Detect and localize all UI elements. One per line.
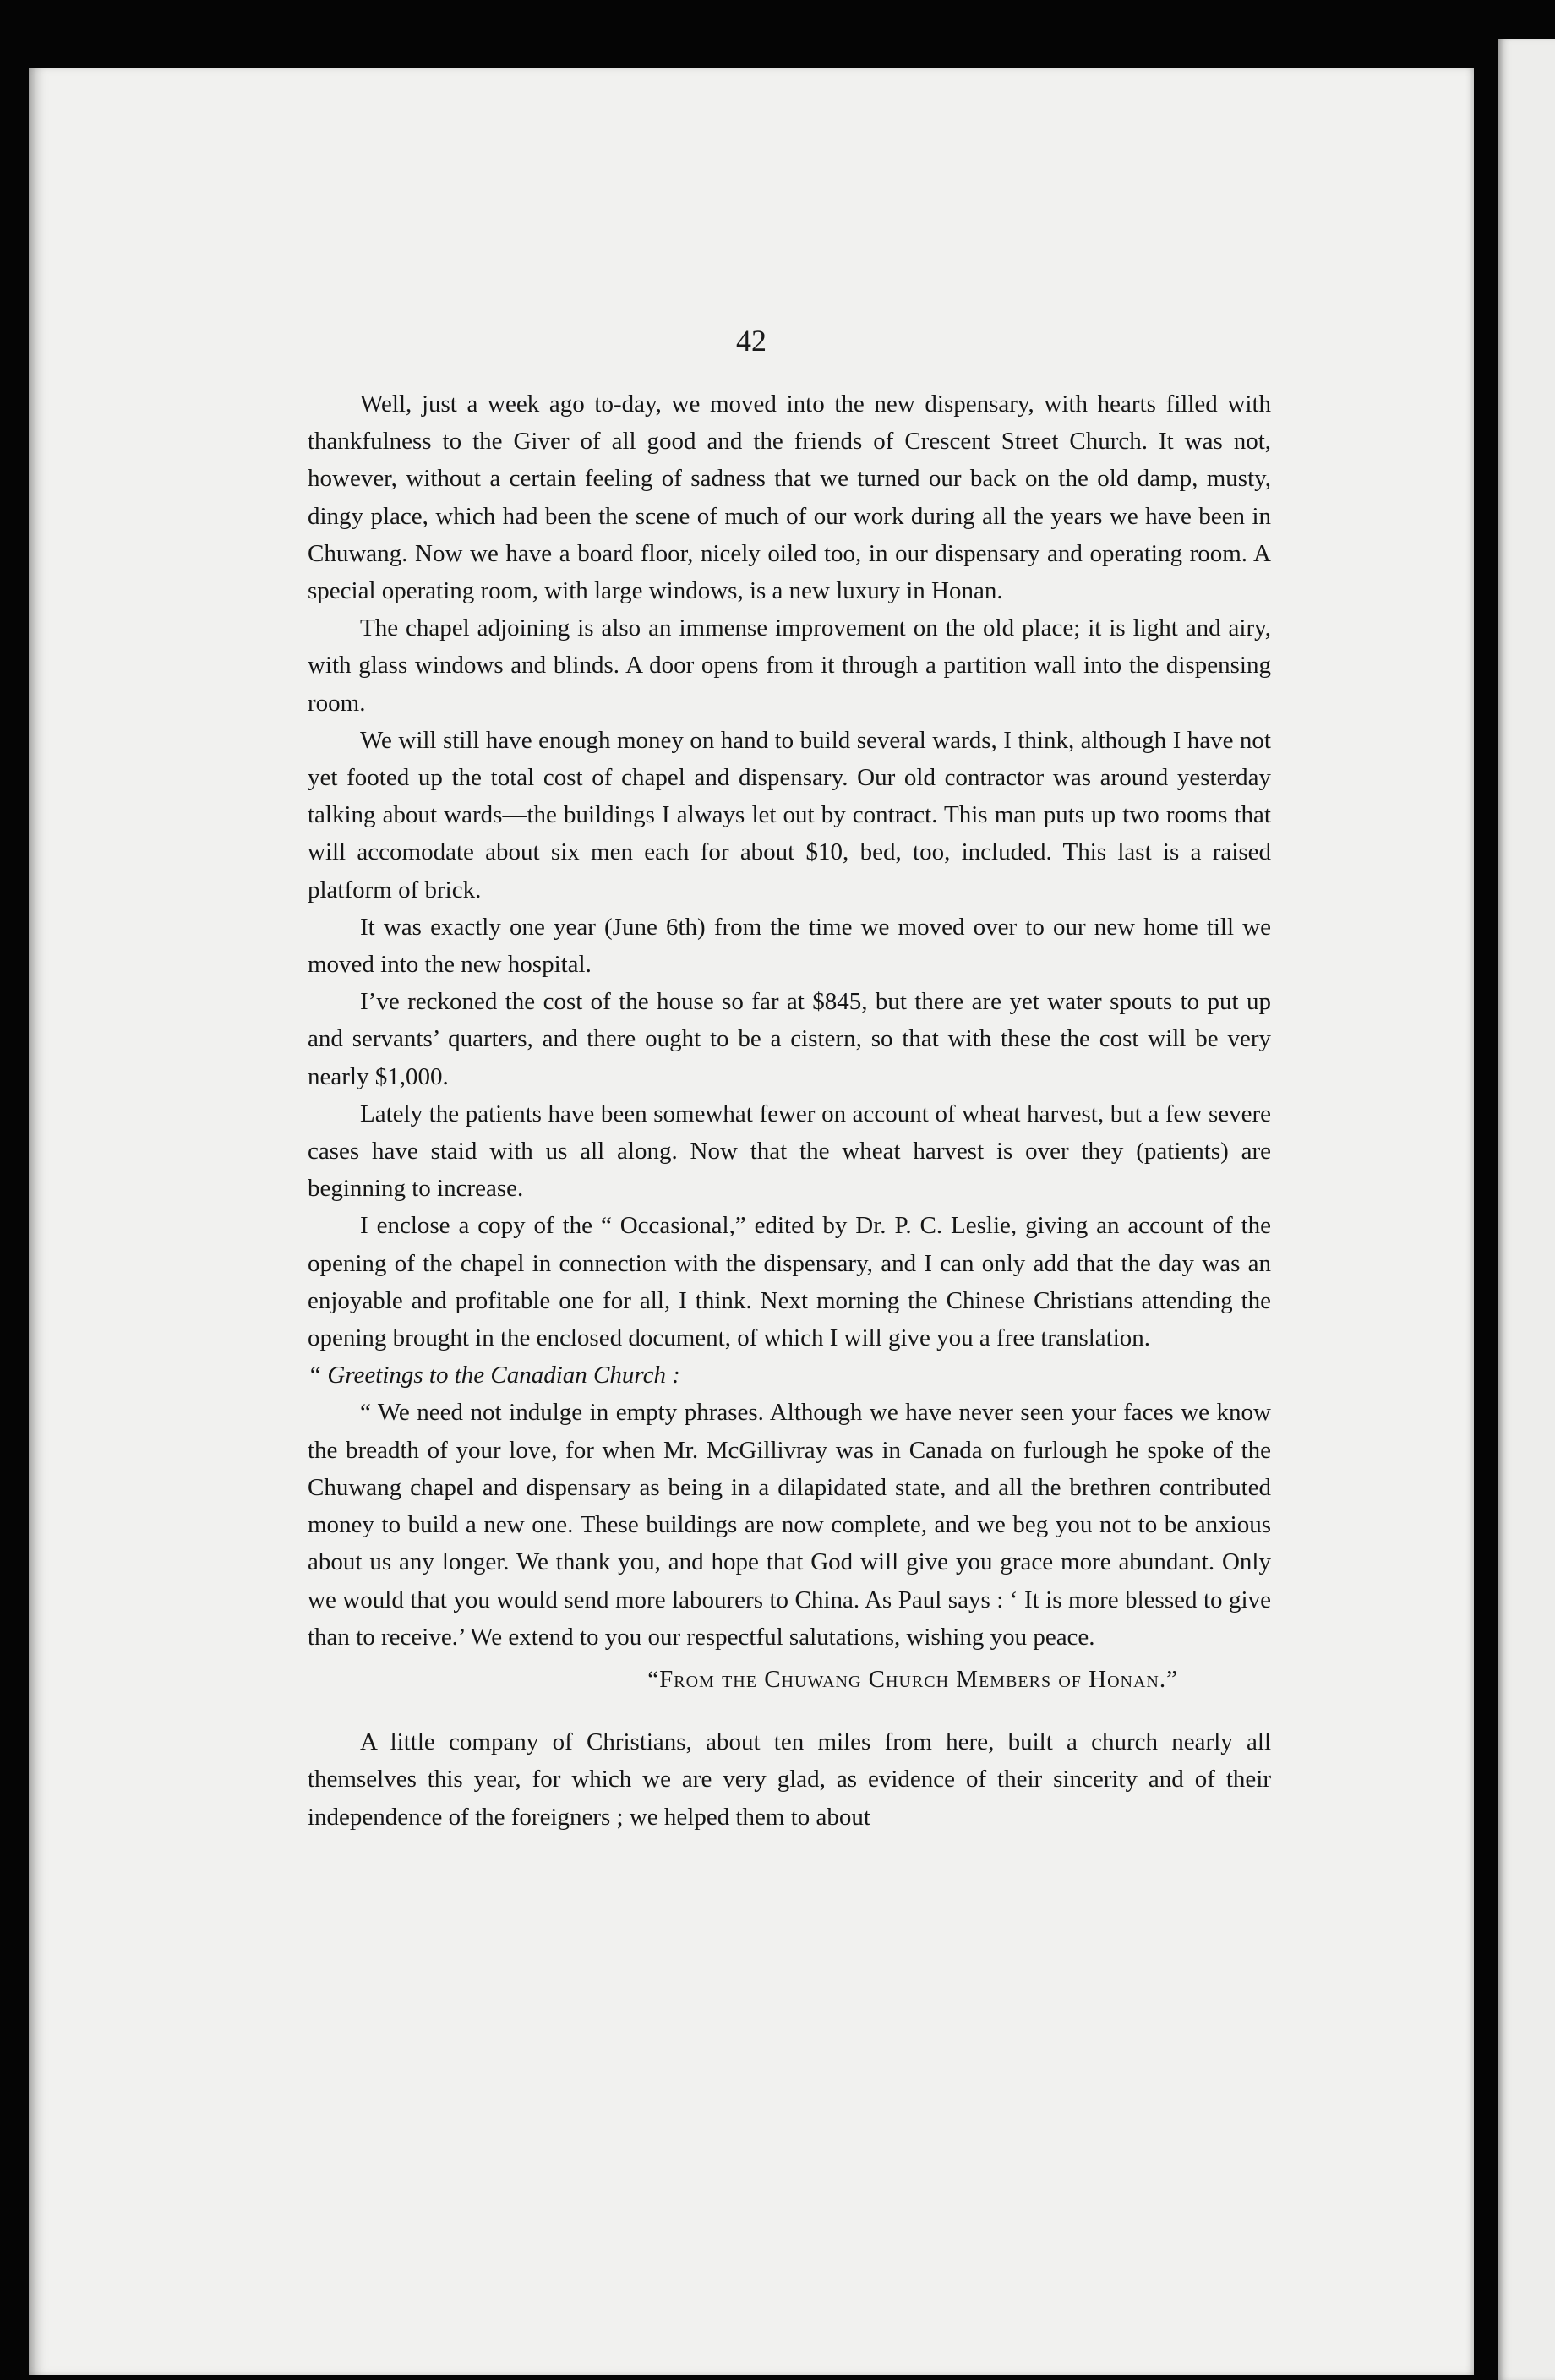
letter-signature: “From the Chuwang Church Members of Honan.” <box>647 1665 1178 1693</box>
book-page <box>29 68 1474 2375</box>
page-text <box>308 385 1271 1836</box>
paragraph-dispensary-move: Well, just a week ago to-day, we moved into the new dispensary, with hearts filled with thankfulness to the Giver of all good and the friends of Crescent Street Church. It was not, however, without a certain feeling of sadness that we turned our back on the old damp, musty, dingy place, which had been the scene of much of our work during all the years we have been in Chuwang. Now we have a board floor, nicely oiled too, in our dispensary and operating room. A special operating room, with large windows, is a new luxury in Honan. <box>308 390 1271 605</box>
paragraph-patients: Lately the patients have been somewhat fewer on account of wheat harvest, but a few severe cases have staid with us all along. Now that the wheat harvest is over they (patients) are beginning to increase. <box>308 1100 1271 1203</box>
letter-heading: “ Greetings to the Canadian Church : <box>308 1362 680 1389</box>
paragraph-house-cost: I’ve reckoned the cost of the house so far at $845, but there are yet water spouts to put up and servants’ quarters, and there ought to be a cistern, so that with these the cost will be very nearly $1,000. <box>308 988 1271 1090</box>
paragraph-chapel: The chapel adjoining is also an immense improvement on the old place; it is light and airy, with glass windows and blinds. A door opens from it through a partition wall into the dispensing room. <box>308 614 1271 717</box>
paragraph-occasional: I enclose a copy of the “ Occasional,” edited by Dr. P. C. Leslie, giving an account of the opening of the chapel in connection with the dispensary, and I can only add that the day was an enjoyable and profitable one for all, I think. Next morning the Chinese Christians attending the opening brought in the enclosed document, of which I will give you a free translation. <box>308 1212 1271 1352</box>
adjacent-page-edge <box>1498 39 1555 2380</box>
paragraph-one-year: It was exactly one year (June 6th) from the time we moved over to our new home till we moved into the new hospital. <box>308 913 1271 979</box>
page-number: 42 <box>736 324 767 358</box>
paragraph-wards: We will still have enough money on hand to build several wards, I think, although I have not yet footed up the total cost of chapel and dispensary. Our old contractor was around yesterday talking about wards—the buildings I always let out by contract. This man puts up two rooms that will accomodate about six men each for about $10, bed, too, included. This last is a raised platform of brick. <box>308 726 1271 903</box>
paragraph-little-company: A little company of Christians, about ten miles from here, built a church nearly all themselves this year, for which we are very glad, as evidence of their sincerity and of their independence of the foreigners ; we helped them to about <box>308 1728 1271 1831</box>
letter-body: “ We need not indulge in empty phrases. Although we have never seen your faces we know the breadth of your love, for when Mr. McGillivray was in Canada on furlough he spoke of the Chuwang chapel and dispensary as being in a dilapidated state, and all the brethren contributed money to build a new one. These buildings are now complete, and we beg you not to be anxious about us any longer. We thank you, and hope that God will give you grace more abundant. Only we would that you would send more labourers to China. As Paul says : ‘ It is more blessed to give than to receive.’ We extend to you our respectful salutations, wishing you peace. <box>308 1399 1271 1651</box>
translated-letter <box>308 1356 1271 1698</box>
